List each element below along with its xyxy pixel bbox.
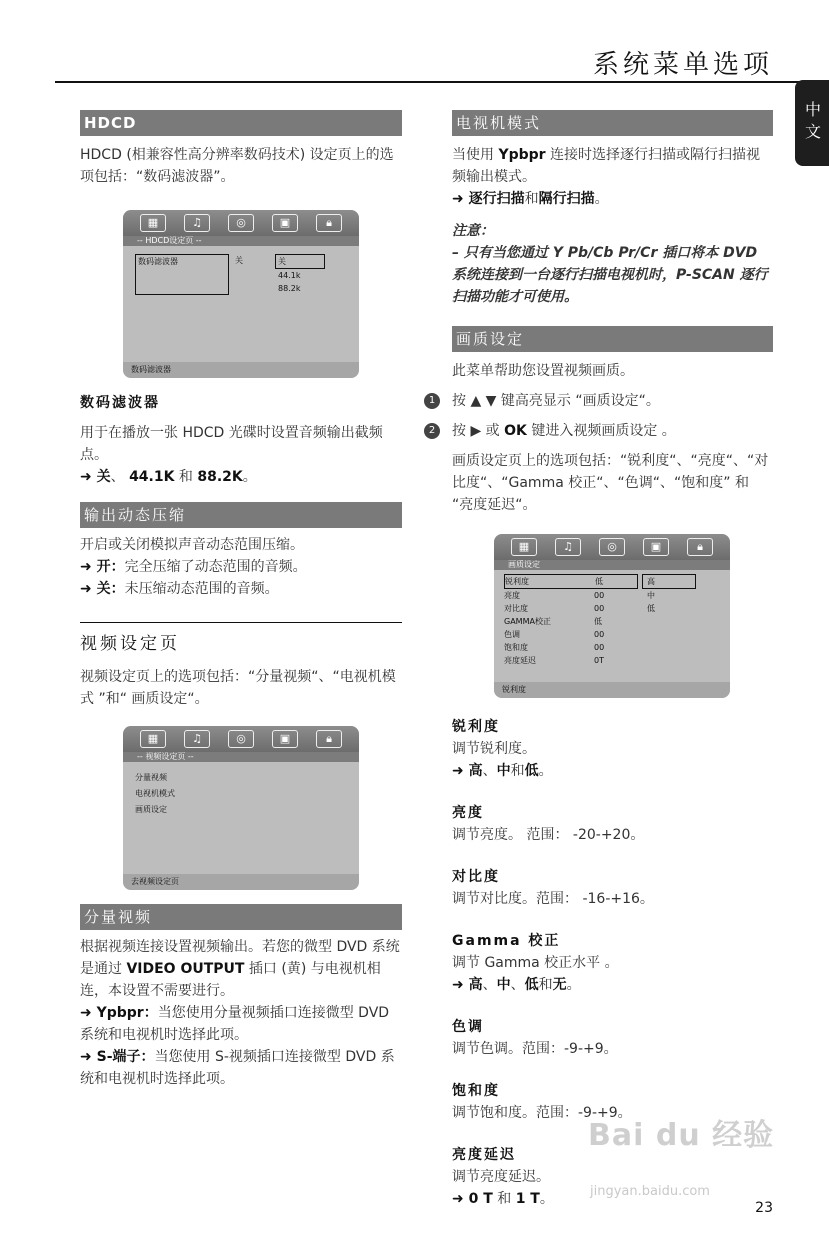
hue-desc: 调节色调。范围：-9-+9。 bbox=[452, 1041, 618, 1057]
video-setup-intro: 视频设定页上的选项包括：“分量视频“、“电视机模式 ”和“ 画质设定“。 bbox=[80, 669, 396, 707]
sharpness-options: ➜ 高、中和低。 bbox=[452, 763, 553, 779]
osd-icon-bar bbox=[123, 210, 359, 236]
hdcd-heading-bar: HDCD bbox=[80, 110, 402, 136]
osd-row: 亮度 00 bbox=[504, 591, 605, 600]
digital-filter-desc: 用于在播放一张 HDCD 光碟时设置音频输出截频点。 bbox=[80, 425, 383, 463]
osd-row: 亮度延迟 0T bbox=[504, 656, 604, 665]
osd-option: 高 bbox=[642, 574, 696, 589]
hdcd-intro: HDCD (相兼容性高分辨率数码技术) 设定页上的选项包括：“数码滤波器”。 bbox=[80, 147, 394, 185]
osd-body bbox=[494, 570, 730, 671]
page-number: 23 bbox=[755, 1200, 773, 1216]
saturation-desc: 调节饱和度。范围：-9-+9。 bbox=[452, 1105, 632, 1121]
osd-body bbox=[123, 762, 359, 826]
arrow-icon: ➜ bbox=[452, 977, 469, 993]
language-tab bbox=[795, 80, 829, 166]
note-title: 注意： bbox=[452, 223, 494, 239]
tv-mode-options: ➜ 逐行扫描和隔行扫描。 bbox=[452, 191, 609, 207]
gamma-title: Gamma 校正 bbox=[452, 933, 561, 949]
picture-icon: ▣ bbox=[272, 214, 298, 232]
audio-icon: ♫ bbox=[184, 214, 210, 232]
osd-icon-bar bbox=[494, 534, 730, 560]
osd-footer: 去视频设定页 bbox=[123, 874, 359, 890]
osd-row: 对比度 00 bbox=[504, 604, 605, 613]
component-heading-bar: 分量视频 bbox=[80, 904, 402, 930]
osd-row: 饱和度 00 bbox=[504, 643, 605, 652]
osd-tab-label: -- HDCD设定页 -- bbox=[123, 236, 359, 246]
disc-icon: ◎ bbox=[228, 214, 254, 232]
baidu-watermark-url: jingyan.baidu.com bbox=[590, 1184, 710, 1199]
sharpness-title: 锐利度 bbox=[452, 719, 500, 735]
right-column bbox=[428, 110, 773, 1210]
drc-off-option: ➜ 关：未压缩动态范围的音频。 bbox=[80, 581, 279, 597]
arrow-icon: ➜ bbox=[452, 1191, 469, 1207]
component-desc: 根据视频连接设置视频输出。若您的微型 DVD 系统是通过 VIDEO OUTPUT 插口 (黄) 与电视机相连，本设置不需要进行。 bbox=[80, 939, 400, 999]
brightness-title: 亮度 bbox=[452, 805, 484, 821]
osd-row: 色调 00 bbox=[504, 630, 605, 639]
film-icon: ▦ bbox=[140, 214, 166, 232]
hue-title: 色调 bbox=[452, 1019, 484, 1035]
step-1 bbox=[428, 390, 773, 412]
osd-option: 中 bbox=[647, 591, 655, 600]
contrast-title: 对比度 bbox=[452, 869, 500, 885]
picture-icon: ▣ bbox=[272, 730, 298, 748]
hdcd-osd-screen bbox=[123, 210, 359, 378]
osd-row-value: 关 bbox=[235, 256, 243, 265]
osd-tab-label: -- 视频设定页 -- bbox=[123, 752, 359, 762]
sharpness-desc: 调节锐利度。 bbox=[452, 741, 536, 757]
osd-item: 分量视频 bbox=[135, 773, 167, 782]
baidu-watermark: Bai du 经验 bbox=[588, 1118, 775, 1153]
osd-tab-label: 画质设定 bbox=[494, 560, 730, 570]
step-text: 按 ▲ ▼ 键高亮显示 “画质设定“。 bbox=[452, 393, 660, 409]
tv-mode-heading-bar: 电视机模式 bbox=[452, 110, 773, 136]
film-icon: ▦ bbox=[140, 730, 166, 748]
left-column bbox=[80, 110, 402, 1090]
step-2: 2 按 ▶ 或 OK 键进入视频画质设定 。 bbox=[452, 420, 773, 442]
drc-heading-bar: 输出动态压缩 bbox=[80, 502, 402, 528]
tv-mode-desc: 当使用 Ypbpr 连接时选择逐行扫描或隔行扫描视频输出模式。 bbox=[452, 147, 761, 185]
arrow-icon: ➜ bbox=[452, 191, 469, 207]
brightness-desc: 调节亮度。 范围： -20-+20。 bbox=[452, 827, 645, 843]
lock-icon: 🔒︎ bbox=[316, 730, 342, 748]
picture-osd-screen bbox=[494, 534, 730, 698]
luma-delay-desc: 调节亮度延迟。 bbox=[452, 1169, 550, 1185]
audio-icon: ♫ bbox=[184, 730, 210, 748]
arrow-icon: ➜ bbox=[80, 581, 97, 597]
luma-delay-title: 亮度延迟 bbox=[452, 1147, 516, 1163]
osd-rows bbox=[504, 574, 638, 667]
contrast-desc: 调节对比度。范围： -16-+16。 bbox=[452, 891, 654, 907]
arrow-icon: ➜ bbox=[80, 469, 97, 485]
picture-heading-bar: 画质设定 bbox=[452, 326, 773, 352]
drc-on-option: ➜ 开：完全压缩了动态范围的音频。 bbox=[80, 559, 307, 575]
osd-item: 画质设定 bbox=[135, 805, 167, 814]
picture-desc: 此菜单帮助您设置视频画质。 bbox=[452, 363, 634, 379]
disc-icon: ◎ bbox=[599, 538, 625, 556]
osd-grid bbox=[504, 574, 720, 667]
saturation-title: 饱和度 bbox=[452, 1083, 500, 1099]
osd-item: 电视机模式 bbox=[135, 789, 175, 798]
disc-icon: ◎ bbox=[228, 730, 254, 748]
osd-icon-bar bbox=[123, 726, 359, 752]
osd-option: 88.2k bbox=[278, 284, 301, 293]
osd-row-label: 数码滤波器 bbox=[135, 254, 229, 295]
step-number: 2 bbox=[424, 423, 440, 439]
gamma-desc: 调节 Gamma 校正水平 。 bbox=[452, 955, 619, 971]
audio-icon: ♫ bbox=[555, 538, 581, 556]
title-rule bbox=[55, 81, 807, 83]
gamma-options: ➜ 高、中、低和无。 bbox=[452, 977, 581, 993]
lock-icon: 🔒︎ bbox=[316, 214, 342, 232]
language-tab-label: 中文 bbox=[802, 101, 822, 145]
osd-row: 锐利度 低 bbox=[504, 574, 638, 589]
digital-filter-options: ➜ 关、 44.1K 和 88.2K。 bbox=[80, 469, 257, 485]
video-osd-screen bbox=[123, 726, 359, 890]
osd-row bbox=[135, 254, 347, 295]
arrow-icon: ➜ bbox=[80, 559, 97, 575]
osd-options bbox=[638, 574, 696, 667]
osd-option: 44.1k bbox=[278, 271, 301, 280]
osd-footer: 锐利度 bbox=[494, 682, 730, 698]
video-setup-title: 视频设定页 bbox=[80, 622, 402, 658]
digital-filter-title: 数码滤波器 bbox=[80, 395, 160, 411]
component-s-option: ➜ S-端子：当您使用 S-视频插口连接微型 DVD 系统和电视机时选择此项。 bbox=[80, 1049, 395, 1087]
picture-options-desc: 画质设定页上的选项包括：“锐利度“、“亮度“、“对比度“、“Gamma 校正“、“色调“、“饱和度” 和 “亮度延迟“。 bbox=[452, 453, 769, 513]
osd-footer: 数码滤波器 bbox=[123, 362, 359, 378]
osd-row: GAMMA校正 低 bbox=[504, 617, 602, 626]
osd-options bbox=[275, 254, 325, 295]
luma-delay-options: ➜ 0 T 和 1 T。 bbox=[452, 1191, 554, 1207]
arrow-icon: ➜ bbox=[80, 1005, 97, 1021]
osd-option: 低 bbox=[647, 604, 655, 613]
component-ypbpr-option: ➜ Ypbpr：当您使用分量视频插口连接微型 DVD 系统和电视机时选择此项。 bbox=[80, 1005, 390, 1043]
note-text: – 只有当您通过 Y Pb/Cb Pr/Cr 插口将本 DVD 系统连接到一台逐行扫描电视机时，P-SCAN 逐行扫描功能才可使用。 bbox=[452, 245, 768, 305]
arrow-icon: ➜ bbox=[452, 763, 469, 779]
step-number: 1 bbox=[424, 393, 440, 409]
arrow-icon: ➜ bbox=[80, 1049, 97, 1065]
osd-option: 关 bbox=[275, 254, 325, 269]
page-title: 系统菜单选项 bbox=[592, 50, 773, 80]
film-icon: ▦ bbox=[511, 538, 537, 556]
osd-body bbox=[123, 246, 359, 303]
picture-icon: ▣ bbox=[643, 538, 669, 556]
lock-icon: 🔒︎ bbox=[687, 538, 713, 556]
drc-desc: 开启或关闭模拟声音动态范围压缩。 bbox=[80, 537, 304, 553]
